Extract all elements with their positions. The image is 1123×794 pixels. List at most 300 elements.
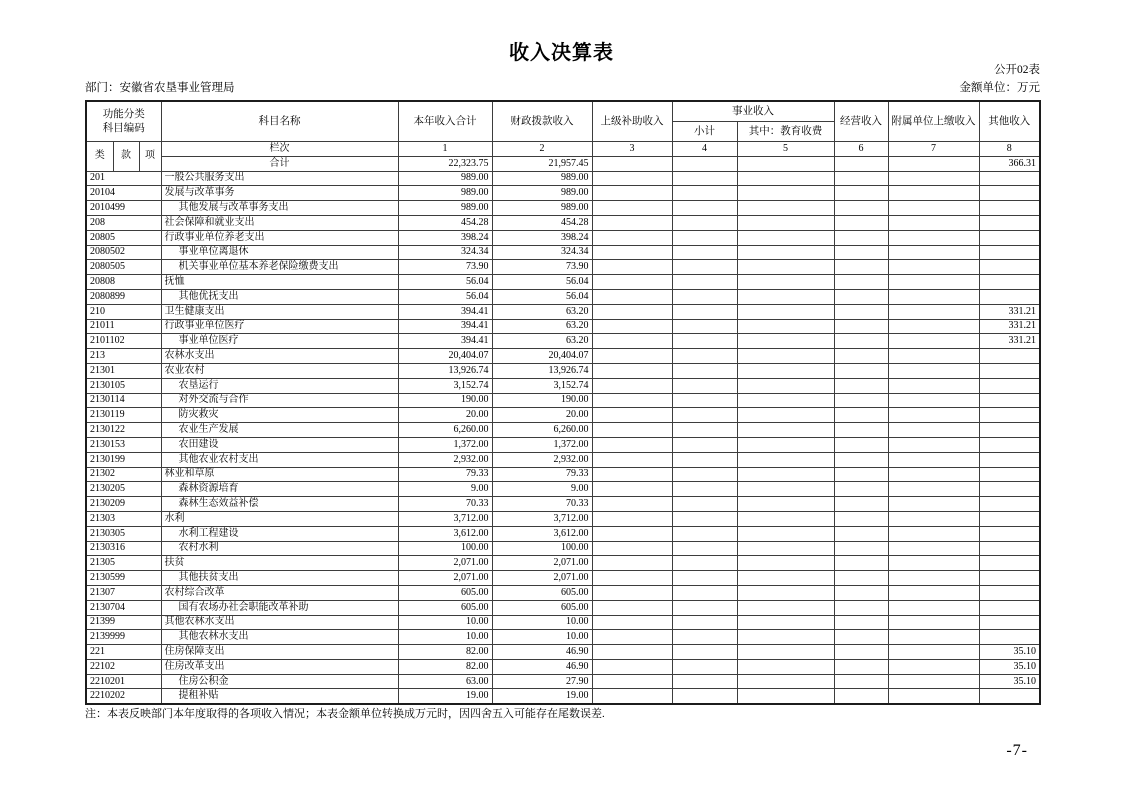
table-row bbox=[86, 215, 1040, 230]
row-value bbox=[672, 556, 737, 571]
row-value: 331.21 bbox=[979, 334, 1040, 349]
col-number: 5 bbox=[737, 142, 834, 157]
row-code: 2139999 bbox=[86, 630, 161, 645]
row-value: 394.41 bbox=[398, 334, 492, 349]
row-value bbox=[672, 349, 737, 364]
row-value bbox=[834, 171, 888, 186]
row-value: 989.00 bbox=[398, 201, 492, 216]
row-code: 2130114 bbox=[86, 393, 161, 408]
row-value bbox=[592, 304, 672, 319]
row-value: 70.33 bbox=[398, 497, 492, 512]
row-subject: 林业和草原 bbox=[161, 467, 398, 482]
row-value: 10.00 bbox=[492, 615, 592, 630]
row-value bbox=[592, 334, 672, 349]
row-code: 2080505 bbox=[86, 260, 161, 275]
row-value: 989.00 bbox=[492, 171, 592, 186]
row-value bbox=[888, 289, 979, 304]
row-value bbox=[592, 526, 672, 541]
row-value bbox=[979, 571, 1040, 586]
row-value bbox=[737, 334, 834, 349]
row-value: 63.00 bbox=[398, 674, 492, 689]
row-value: 989.00 bbox=[398, 186, 492, 201]
row-value: 19.00 bbox=[398, 689, 492, 704]
table-row bbox=[86, 171, 1040, 186]
row-value bbox=[834, 659, 888, 674]
row-value bbox=[592, 497, 672, 512]
row-value bbox=[834, 541, 888, 556]
total-value bbox=[592, 156, 672, 171]
header-subject: 科目名称 bbox=[161, 101, 398, 142]
total-value: 366.31 bbox=[979, 156, 1040, 171]
row-value bbox=[834, 304, 888, 319]
row-value bbox=[834, 497, 888, 512]
table-row bbox=[86, 659, 1040, 674]
header-code-line2: 科目编码 bbox=[102, 122, 145, 134]
row-value bbox=[672, 334, 737, 349]
row-value bbox=[592, 689, 672, 704]
row-value: 46.90 bbox=[492, 659, 592, 674]
row-value bbox=[888, 511, 979, 526]
row-value: 20,404.07 bbox=[492, 349, 592, 364]
row-value bbox=[737, 689, 834, 704]
row-subject: 其他农林水支出 bbox=[161, 630, 398, 645]
row-value bbox=[834, 275, 888, 290]
row-value bbox=[834, 645, 888, 660]
row-value bbox=[834, 319, 888, 334]
row-value bbox=[737, 467, 834, 482]
row-value: 454.28 bbox=[398, 215, 492, 230]
row-value bbox=[672, 615, 737, 630]
row-value: 190.00 bbox=[398, 393, 492, 408]
header-row-1 bbox=[86, 101, 1040, 122]
row-subject: 抚恤 bbox=[161, 275, 398, 290]
row-value bbox=[672, 482, 737, 497]
row-subject: 其他农业农村支出 bbox=[161, 452, 398, 467]
row-value: 20.00 bbox=[492, 408, 592, 423]
row-value bbox=[888, 319, 979, 334]
table-row bbox=[86, 630, 1040, 645]
row-value bbox=[888, 659, 979, 674]
row-code: 2130316 bbox=[86, 541, 161, 556]
row-value bbox=[834, 230, 888, 245]
row-value: 9.00 bbox=[492, 482, 592, 497]
row-value bbox=[737, 585, 834, 600]
row-value: 605.00 bbox=[492, 600, 592, 615]
row-value: 605.00 bbox=[398, 585, 492, 600]
table-row bbox=[86, 423, 1040, 438]
row-value bbox=[672, 304, 737, 319]
header-business-education: 其中：教育收费 bbox=[737, 122, 834, 142]
row-value bbox=[592, 571, 672, 586]
row-value: 35.10 bbox=[979, 659, 1040, 674]
row-value bbox=[979, 260, 1040, 275]
row-value bbox=[672, 571, 737, 586]
row-value bbox=[737, 171, 834, 186]
row-subject: 防灾救灾 bbox=[161, 408, 398, 423]
table-row bbox=[86, 497, 1040, 512]
row-value: 1,372.00 bbox=[398, 437, 492, 452]
row-value: 79.33 bbox=[398, 467, 492, 482]
row-value: 1,372.00 bbox=[492, 437, 592, 452]
row-code: 20104 bbox=[86, 186, 161, 201]
table-row bbox=[86, 378, 1040, 393]
row-subject: 卫生健康支出 bbox=[161, 304, 398, 319]
row-value bbox=[672, 171, 737, 186]
row-value bbox=[592, 467, 672, 482]
row-value: 394.41 bbox=[398, 319, 492, 334]
row-value bbox=[592, 437, 672, 452]
row-value bbox=[592, 289, 672, 304]
row-value bbox=[834, 408, 888, 423]
row-value bbox=[737, 674, 834, 689]
row-value: 190.00 bbox=[492, 393, 592, 408]
row-value: 2,932.00 bbox=[398, 452, 492, 467]
row-value bbox=[737, 408, 834, 423]
row-value: 398.24 bbox=[492, 230, 592, 245]
table-row bbox=[86, 304, 1040, 319]
table-row bbox=[86, 674, 1040, 689]
row-value bbox=[737, 186, 834, 201]
row-value: 2,932.00 bbox=[492, 452, 592, 467]
row-value bbox=[672, 674, 737, 689]
table-row bbox=[86, 645, 1040, 660]
table-row bbox=[86, 363, 1040, 378]
header-affiliate-income: 附属单位上缴收入 bbox=[888, 101, 979, 142]
row-value bbox=[592, 452, 672, 467]
row-value bbox=[888, 437, 979, 452]
row-value bbox=[672, 260, 737, 275]
row-subject: 机关事业单位基本养老保险缴费支出 bbox=[161, 260, 398, 275]
row-value bbox=[737, 319, 834, 334]
table-row bbox=[86, 289, 1040, 304]
row-code: 22102 bbox=[86, 659, 161, 674]
row-value bbox=[888, 363, 979, 378]
row-code: 208 bbox=[86, 215, 161, 230]
row-value bbox=[888, 260, 979, 275]
row-subject: 事业单位离退休 bbox=[161, 245, 398, 260]
row-value: 56.04 bbox=[398, 275, 492, 290]
row-subject: 农村综合改革 bbox=[161, 585, 398, 600]
row-value bbox=[834, 630, 888, 645]
row-value bbox=[979, 511, 1040, 526]
row-value bbox=[592, 186, 672, 201]
row-subject: 行政事业单位医疗 bbox=[161, 319, 398, 334]
row-value: 20,404.07 bbox=[398, 349, 492, 364]
row-value bbox=[888, 186, 979, 201]
row-code: 2130599 bbox=[86, 571, 161, 586]
table-row bbox=[86, 571, 1040, 586]
row-value bbox=[834, 186, 888, 201]
doc-label: 公开02表 bbox=[994, 64, 1040, 76]
row-code: 2130122 bbox=[86, 423, 161, 438]
row-value bbox=[979, 245, 1040, 260]
row-subject: 发展与改革事务 bbox=[161, 186, 398, 201]
row-subject: 其他扶贫支出 bbox=[161, 571, 398, 586]
row-value bbox=[834, 689, 888, 704]
row-value bbox=[672, 541, 737, 556]
row-value: 331.21 bbox=[979, 304, 1040, 319]
row-code: 2130209 bbox=[86, 497, 161, 512]
row-subject: 其他优抚支出 bbox=[161, 289, 398, 304]
table-row bbox=[86, 230, 1040, 245]
row-value: 989.00 bbox=[492, 201, 592, 216]
row-value bbox=[737, 526, 834, 541]
row-value bbox=[592, 245, 672, 260]
row-value bbox=[737, 452, 834, 467]
row-value bbox=[888, 571, 979, 586]
row-value bbox=[592, 215, 672, 230]
row-value bbox=[672, 215, 737, 230]
row-subject: 住房改革支出 bbox=[161, 659, 398, 674]
row-code: 213 bbox=[86, 349, 161, 364]
department-label: 部门：安徽省农垦事业管理局 bbox=[85, 82, 235, 94]
row-value: 13,926.74 bbox=[398, 363, 492, 378]
row-value bbox=[888, 245, 979, 260]
row-value: 2,071.00 bbox=[398, 556, 492, 571]
row-value bbox=[888, 378, 979, 393]
total-value bbox=[888, 156, 979, 171]
table-row bbox=[86, 600, 1040, 615]
row-value bbox=[592, 630, 672, 645]
row-value bbox=[888, 526, 979, 541]
header-other-income: 其他收入 bbox=[979, 101, 1040, 142]
table-row bbox=[86, 615, 1040, 630]
row-subject: 农业生产发展 bbox=[161, 423, 398, 438]
row-value bbox=[592, 363, 672, 378]
header-business-income-group: 事业收入 bbox=[672, 101, 834, 122]
row-subject: 森林生态效益补偿 bbox=[161, 497, 398, 512]
row-value bbox=[888, 452, 979, 467]
row-value bbox=[672, 319, 737, 334]
row-value bbox=[979, 541, 1040, 556]
row-value: 56.04 bbox=[492, 275, 592, 290]
row-value bbox=[672, 378, 737, 393]
row-value bbox=[592, 556, 672, 571]
row-value bbox=[979, 230, 1040, 245]
row-value bbox=[672, 526, 737, 541]
row-value bbox=[592, 659, 672, 674]
row-value bbox=[592, 585, 672, 600]
row-value bbox=[592, 408, 672, 423]
row-value bbox=[979, 556, 1040, 571]
row-subject: 住房保障支出 bbox=[161, 645, 398, 660]
row-subject: 森林资源培育 bbox=[161, 482, 398, 497]
row-value: 100.00 bbox=[492, 541, 592, 556]
row-value bbox=[979, 467, 1040, 482]
row-value bbox=[834, 526, 888, 541]
total-value: 22,323.75 bbox=[398, 156, 492, 171]
row-value bbox=[737, 393, 834, 408]
row-value bbox=[737, 437, 834, 452]
row-code: 2130119 bbox=[86, 408, 161, 423]
row-value bbox=[592, 201, 672, 216]
row-value bbox=[888, 334, 979, 349]
row-value: 3,612.00 bbox=[398, 526, 492, 541]
row-value bbox=[672, 186, 737, 201]
row-value bbox=[672, 497, 737, 512]
header-code-line1: 功能分类 bbox=[102, 109, 145, 121]
row-value bbox=[737, 245, 834, 260]
row-subject: 农业农村 bbox=[161, 363, 398, 378]
row-value bbox=[672, 511, 737, 526]
row-value bbox=[888, 215, 979, 230]
total-value bbox=[672, 156, 737, 171]
row-code: 21305 bbox=[86, 556, 161, 571]
table-row bbox=[86, 482, 1040, 497]
table-row bbox=[86, 556, 1040, 571]
row-value bbox=[737, 275, 834, 290]
row-subject: 水利工程建设 bbox=[161, 526, 398, 541]
row-value bbox=[737, 497, 834, 512]
row-value bbox=[737, 201, 834, 216]
row-value bbox=[672, 467, 737, 482]
table-row bbox=[86, 585, 1040, 600]
row-value bbox=[888, 467, 979, 482]
row-value bbox=[834, 201, 888, 216]
row-value bbox=[737, 260, 834, 275]
row-value bbox=[737, 349, 834, 364]
header-total-income: 本年收入合计 bbox=[398, 101, 492, 142]
row-value bbox=[592, 645, 672, 660]
row-value bbox=[672, 201, 737, 216]
row-value bbox=[672, 245, 737, 260]
row-value bbox=[979, 275, 1040, 290]
row-value: 56.04 bbox=[492, 289, 592, 304]
row-value bbox=[672, 659, 737, 674]
table-row bbox=[86, 245, 1040, 260]
row-value bbox=[834, 423, 888, 438]
row-value bbox=[737, 600, 834, 615]
row-value bbox=[834, 260, 888, 275]
row-value bbox=[834, 482, 888, 497]
row-value: 6,260.00 bbox=[398, 423, 492, 438]
row-value: 3,152.74 bbox=[398, 378, 492, 393]
row-value bbox=[737, 511, 834, 526]
row-subject: 国有农场办社会职能改革补助 bbox=[161, 600, 398, 615]
row-value bbox=[834, 378, 888, 393]
row-value bbox=[888, 585, 979, 600]
row-value: 70.33 bbox=[492, 497, 592, 512]
table-row bbox=[86, 511, 1040, 526]
table-row bbox=[86, 437, 1040, 452]
footnote: 注：本表反映部门本年度取得的各项收入情况；本表金额单位转换成万元时，因四舍五入可能存在尾数误差. bbox=[85, 708, 605, 720]
row-value: 989.00 bbox=[492, 186, 592, 201]
row-subject: 住房公积金 bbox=[161, 674, 398, 689]
row-value bbox=[834, 556, 888, 571]
row-value bbox=[888, 171, 979, 186]
row-value bbox=[834, 511, 888, 526]
row-value: 2,071.00 bbox=[398, 571, 492, 586]
row-value: 79.33 bbox=[492, 467, 592, 482]
row-value bbox=[979, 363, 1040, 378]
row-value: 398.24 bbox=[398, 230, 492, 245]
row-value bbox=[888, 600, 979, 615]
row-value bbox=[592, 615, 672, 630]
row-value bbox=[737, 615, 834, 630]
row-value bbox=[979, 186, 1040, 201]
total-value bbox=[737, 156, 834, 171]
col-number: 6 bbox=[834, 142, 888, 157]
row-value bbox=[737, 482, 834, 497]
row-value bbox=[888, 630, 979, 645]
row-value bbox=[737, 363, 834, 378]
row-value bbox=[592, 393, 672, 408]
row-value bbox=[834, 289, 888, 304]
row-value: 19.00 bbox=[492, 689, 592, 704]
total-label: 合计 bbox=[161, 156, 398, 171]
row-value: 454.28 bbox=[492, 215, 592, 230]
row-value: 20.00 bbox=[398, 408, 492, 423]
row-value bbox=[979, 201, 1040, 216]
row-value: 6,260.00 bbox=[492, 423, 592, 438]
col-number: 3 bbox=[592, 142, 672, 157]
row-code: 201 bbox=[86, 171, 161, 186]
row-value: 10.00 bbox=[398, 630, 492, 645]
row-value bbox=[888, 674, 979, 689]
row-value bbox=[592, 541, 672, 556]
row-value bbox=[834, 452, 888, 467]
row-value bbox=[592, 260, 672, 275]
row-value bbox=[672, 363, 737, 378]
row-value bbox=[979, 526, 1040, 541]
lanci-label: 栏次 bbox=[161, 142, 398, 157]
row-value bbox=[592, 349, 672, 364]
header-operating-income: 经营收入 bbox=[834, 101, 888, 142]
row-code: 21302 bbox=[86, 467, 161, 482]
row-value bbox=[737, 215, 834, 230]
row-value bbox=[979, 585, 1040, 600]
row-value bbox=[672, 408, 737, 423]
row-code: 20808 bbox=[86, 275, 161, 290]
page-number: -7- bbox=[1006, 742, 1028, 759]
row-value bbox=[672, 645, 737, 660]
row-value: 82.00 bbox=[398, 659, 492, 674]
col-number: 7 bbox=[888, 142, 979, 157]
row-value: 324.34 bbox=[492, 245, 592, 260]
row-value bbox=[979, 349, 1040, 364]
row-code: 2080899 bbox=[86, 289, 161, 304]
col-number: 1 bbox=[398, 142, 492, 157]
row-value: 35.10 bbox=[979, 645, 1040, 660]
row-subject: 扶贫 bbox=[161, 556, 398, 571]
row-value bbox=[672, 437, 737, 452]
row-value bbox=[834, 215, 888, 230]
row-value bbox=[592, 511, 672, 526]
row-value bbox=[592, 171, 672, 186]
row-value bbox=[834, 349, 888, 364]
row-value bbox=[737, 230, 834, 245]
row-value: 73.90 bbox=[398, 260, 492, 275]
header-business-subtotal: 小计 bbox=[672, 122, 737, 142]
row-value bbox=[888, 423, 979, 438]
row-value: 46.90 bbox=[492, 645, 592, 660]
header-fiscal-income: 财政拨款收入 bbox=[492, 101, 592, 142]
row-value bbox=[834, 467, 888, 482]
row-value bbox=[834, 437, 888, 452]
table-row bbox=[86, 408, 1040, 423]
row-value bbox=[737, 541, 834, 556]
row-code: 21011 bbox=[86, 319, 161, 334]
row-value bbox=[979, 393, 1040, 408]
row-value: 100.00 bbox=[398, 541, 492, 556]
row-subject: 行政事业单位养老支出 bbox=[161, 230, 398, 245]
row-value: 63.20 bbox=[492, 319, 592, 334]
row-value bbox=[672, 630, 737, 645]
table-row bbox=[86, 467, 1040, 482]
row-value bbox=[737, 304, 834, 319]
row-value: 2,071.00 bbox=[492, 571, 592, 586]
row-value bbox=[592, 674, 672, 689]
